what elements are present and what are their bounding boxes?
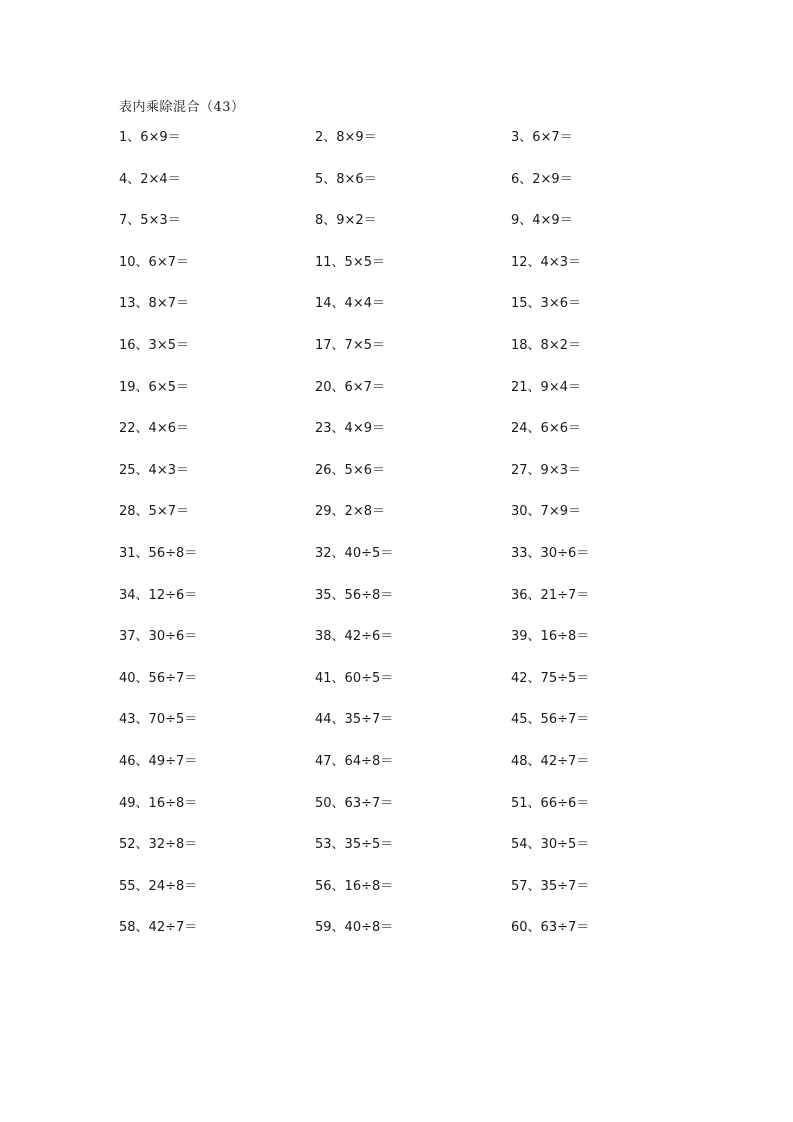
problem-item: 22、4×6＝ (119, 421, 189, 437)
problem-item: 45、56÷7＝ (511, 712, 590, 728)
problem-item: 18、8×2＝ (511, 337, 581, 353)
problem-item: 28、5×7＝ (119, 504, 189, 520)
problem-item: 33、30÷6＝ (511, 545, 590, 561)
problem-item: 13、8×7＝ (119, 296, 189, 312)
problem-item: 41、60÷5＝ (315, 670, 394, 686)
problem-item: 54、30÷5＝ (511, 837, 590, 853)
problem-item: 17、7×5＝ (315, 337, 385, 353)
problem-item: 53、35÷5＝ (315, 837, 394, 853)
problem-item: 43、70÷5＝ (119, 712, 198, 728)
problem-item: 59、40÷8＝ (315, 920, 394, 936)
problem-item: 3、6×7＝ (511, 130, 573, 145)
problem-item: 42、75÷5＝ (511, 670, 590, 686)
problem-item: 46、49÷7＝ (119, 753, 198, 769)
problem-item: 26、5×6＝ (315, 462, 385, 478)
problem-item: 38、42÷6＝ (315, 629, 394, 645)
problem-item: 20、6×7＝ (315, 379, 385, 395)
problem-item: 16、3×5＝ (119, 337, 189, 353)
problem-item: 25、4×3＝ (119, 462, 189, 478)
problem-item: 49、16÷8＝ (119, 795, 198, 811)
problem-item: 11、5×5＝ (315, 254, 385, 270)
problem-item: 9、4×9＝ (511, 213, 573, 229)
problem-item: 8、9×2＝ (315, 213, 377, 229)
problem-grid (119, 129, 719, 961)
problem-item: 7、5×3＝ (119, 213, 181, 229)
problem-item: 35、56÷8＝ (315, 587, 394, 603)
problem-item: 37、30÷6＝ (119, 629, 198, 645)
problem-item: 56、16÷8＝ (315, 878, 394, 894)
problem-item: 31、56÷8＝ (119, 545, 198, 561)
problem-item: 6、2×9＝ (511, 171, 573, 187)
problem-item: 32、40÷5＝ (315, 545, 394, 561)
problem-item: 21、9×4＝ (511, 379, 581, 395)
problem-item: 14、4×4＝ (315, 296, 385, 312)
problem-item: 34、12÷6＝ (119, 587, 198, 603)
problem-item: 47、64÷8＝ (315, 753, 394, 769)
problem-item: 30、7×9＝ (511, 504, 581, 520)
problem-item: 27、9×3＝ (511, 462, 581, 478)
problem-item: 36、21÷7＝ (511, 587, 590, 603)
problem-item: 4、2×4＝ (119, 171, 181, 187)
problem-item: 51、66÷6＝ (511, 795, 590, 811)
problem-item: 12、4×3＝ (511, 254, 581, 270)
problem-item: 39、16÷8＝ (511, 629, 590, 645)
problem-item: 40、56÷7＝ (119, 670, 198, 686)
problem-item: 48、42÷7＝ (511, 753, 590, 769)
problem-item: 52、32÷8＝ (119, 837, 198, 853)
problem-item: 60、63÷7＝ (511, 920, 590, 936)
problem-item: 1、6×9＝ (119, 130, 181, 145)
problem-item: 50、63÷7＝ (315, 795, 394, 811)
problem-item: 5、8×6＝ (315, 171, 377, 187)
problem-item: 2、8×9＝ (315, 130, 377, 145)
problem-item: 57、35÷7＝ (511, 878, 590, 894)
problem-item: 58、42÷7＝ (119, 920, 198, 936)
problem-item: 15、3×6＝ (511, 296, 581, 312)
problem-item: 19、6×5＝ (119, 379, 189, 395)
problem-item: 24、6×6＝ (511, 421, 581, 437)
problem-item: 55、24÷8＝ (119, 878, 198, 894)
problem-item: 23、4×9＝ (315, 421, 385, 437)
problem-item: 10、6×7＝ (119, 254, 189, 270)
problem-item: 44、35÷7＝ (315, 712, 394, 728)
problem-item: 29、2×8＝ (315, 504, 385, 520)
page-title: 表内乘除混合（43） (119, 100, 245, 115)
